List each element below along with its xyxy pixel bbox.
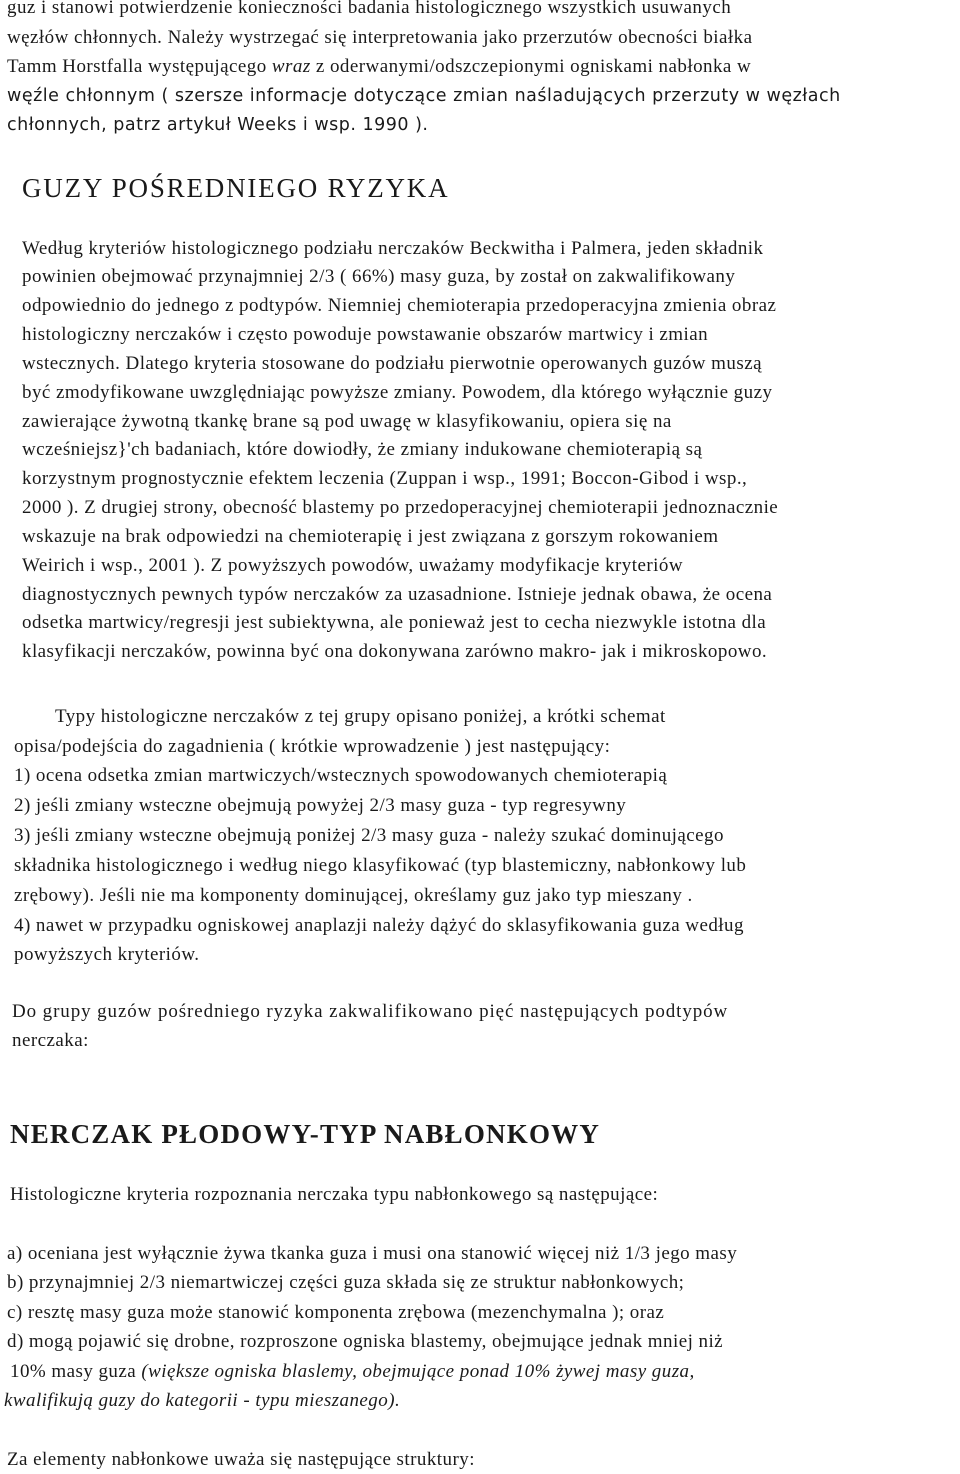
text-span: Horstfalla występującego <box>62 56 267 77</box>
text-line: wstecznych. Dlatego kryteria stosowane do podziału pierwotnie operowanych guzów muszą <box>22 353 762 374</box>
text-line: 1) ocena odsetka zmian martwiczych/wstecznych spowodowanych chemioterapią <box>14 765 668 786</box>
text-line: histologiczny nerczaków i często powoduje powstawanie obszarów martwicy i zmian <box>22 324 709 345</box>
text-line: nerczaka: <box>12 1030 89 1051</box>
text-line: Według kryteriów histologicznego podziału nerczaków Beckwitha i Palmera, jeden składnik <box>22 238 764 259</box>
text-line: opisa/podejścia do zagadnienia ( krótkie wprowadzenie ) jest następujący: <box>14 736 611 757</box>
text-span: Tamm <box>7 56 58 77</box>
text-line: diagnostycznych pewnych typów nerczaków za uzasadnione. Istnieje jednak obawa, że ocena <box>22 584 773 605</box>
text-line: korzystnym prognostycznie efektem leczenia (Zuppan i wsp., 1991; Boccon-Gibod i wsp., <box>22 468 748 489</box>
text-line: 3) jeśli zmiany wsteczne obejmują poniżej 2/3 masy guza - należy szukać dominującego <box>14 825 724 846</box>
text-line: 2000 ). Z drugiej strony, obecność blastemy po przedoperacyjnej chemioterapii jednoznacznie <box>22 497 779 518</box>
text-line: być zmodyfikowane uwzględniając powyższe zmiany. Powodem, dla którego wyłącznie guzy <box>22 382 773 403</box>
section-title: GUZY POŚREDNIEGO RYZYKA <box>22 173 450 203</box>
text-line: węźle chłonnym ( szersze informacje dotyczące zmian naśladujących przerzuty w węzłach <box>7 86 841 106</box>
text-line: Typy histologiczne nerczaków z tej grupy opisano poniżej, a krótki schemat <box>55 706 666 727</box>
criteria-item <box>10 1360 695 1384</box>
criteria-item: b) przynajmniej 2/3 niemartwiczej części guza składa się ze struktur nabłonkowych; <box>7 1272 685 1293</box>
criteria-item: c) resztę masy guza może stanowić komponenta zrębowa (mezenchymalna ); oraz <box>7 1302 665 1323</box>
text-line: powinien obejmować przynajmniej 2/3 ( 66%) masy guza, by został on zakwalifikowany <box>22 266 736 287</box>
text-line: składnika histologicznego i według niego klasyfikować (typ blastemiczny, nabłonkowy lub <box>14 855 747 876</box>
text-span: z oderwanymi/odszczepionymi ogniskami nabłonka w <box>315 56 752 77</box>
subtype-heading: NERCZAK PŁODOWY-TYP NABŁONKOWY <box>10 1119 601 1149</box>
text-line: Histologiczne kryteria rozpoznania nerczaka typu nabłonkowego są następujące: <box>10 1184 659 1205</box>
criteria-item: a) oceniana jest wyłącznie żywa tkanka guza i musi ona stanowić więcej niż 1/3 jego masy <box>7 1243 738 1264</box>
text-line: Weirich i wsp., 2001 ). Z powyższych powodów, uważamy modyfikacje kryteriów <box>22 555 683 576</box>
text-line: węzłów chłonnych. Należy wystrzegać się interpretowania jako przerzutów obecności białka <box>7 27 753 48</box>
text-line: klasyfikacji nerczaków, powinna być ona dokonywana zarówno makro- jak i mikroskopowo. <box>22 641 768 662</box>
text-line: wcześniejsz}'ch badaniach, które dowiodły, że zmiany indukowane chemioterapią są <box>22 439 703 460</box>
text-line: chłonnych, patrz artykuł Weeks i wsp. 1990 ). <box>7 115 429 135</box>
text-line: 2) jeśli zmiany wsteczne obejmują powyżej 2/3 masy guza - typ regresywny <box>14 795 627 816</box>
text-line: powyższych kryteriów. <box>14 944 200 965</box>
text-line: Za elementy nabłonkowe uważa się następujące struktury: <box>7 1449 475 1470</box>
text-line: guz i stanowi potwierdzenie konieczności badania histologicznego wszystkich usuwanych <box>7 0 732 18</box>
italic-note: (większe ogniska blaslemy, obejmujące ponad 10% żywej masy guza, <box>141 1361 695 1382</box>
text-span: 10% masy guza <box>10 1361 137 1382</box>
text-line: odsetka martwicy/regresji jest subiektywna, ale ponieważ jest to cecha niezwykle istotna dla <box>22 612 767 633</box>
text-line: Do grupy guzów pośredniego ryzyka zakwalifikowano pięć następujących podtypów <box>12 1001 729 1022</box>
text-line: odpowiednio do jednego z podtypów. Niemniej chemioterapia przedoperacyjna zmienia obraz <box>22 295 777 316</box>
text-line: zawierające żywotną tkankę brane są pod uwagę w klasyfikowaniu, opiera się na <box>22 411 672 432</box>
text-line: wskazuje na brak odpowiedzi na chemioterapię i jest związana z gorszym rokowaniem <box>22 526 719 547</box>
text-line <box>7 55 751 79</box>
criteria-item: d) mogą pojawić się drobne, rozproszone ogniska blastemy, obejmujące jednak mniej niż <box>7 1331 724 1352</box>
italic-word: wraz <box>271 56 311 77</box>
text-line: zrębowy). Jeśli nie ma komponenty dominującej, określamy guz jako typ mieszany . <box>14 885 693 906</box>
italic-note: kwalifikują guzy do kategorii - typu mieszanego). <box>4 1390 401 1411</box>
text-line: 4) nawet w przypadku ogniskowej anaplazji należy dążyć do sklasyfikowania guza według <box>14 915 744 936</box>
